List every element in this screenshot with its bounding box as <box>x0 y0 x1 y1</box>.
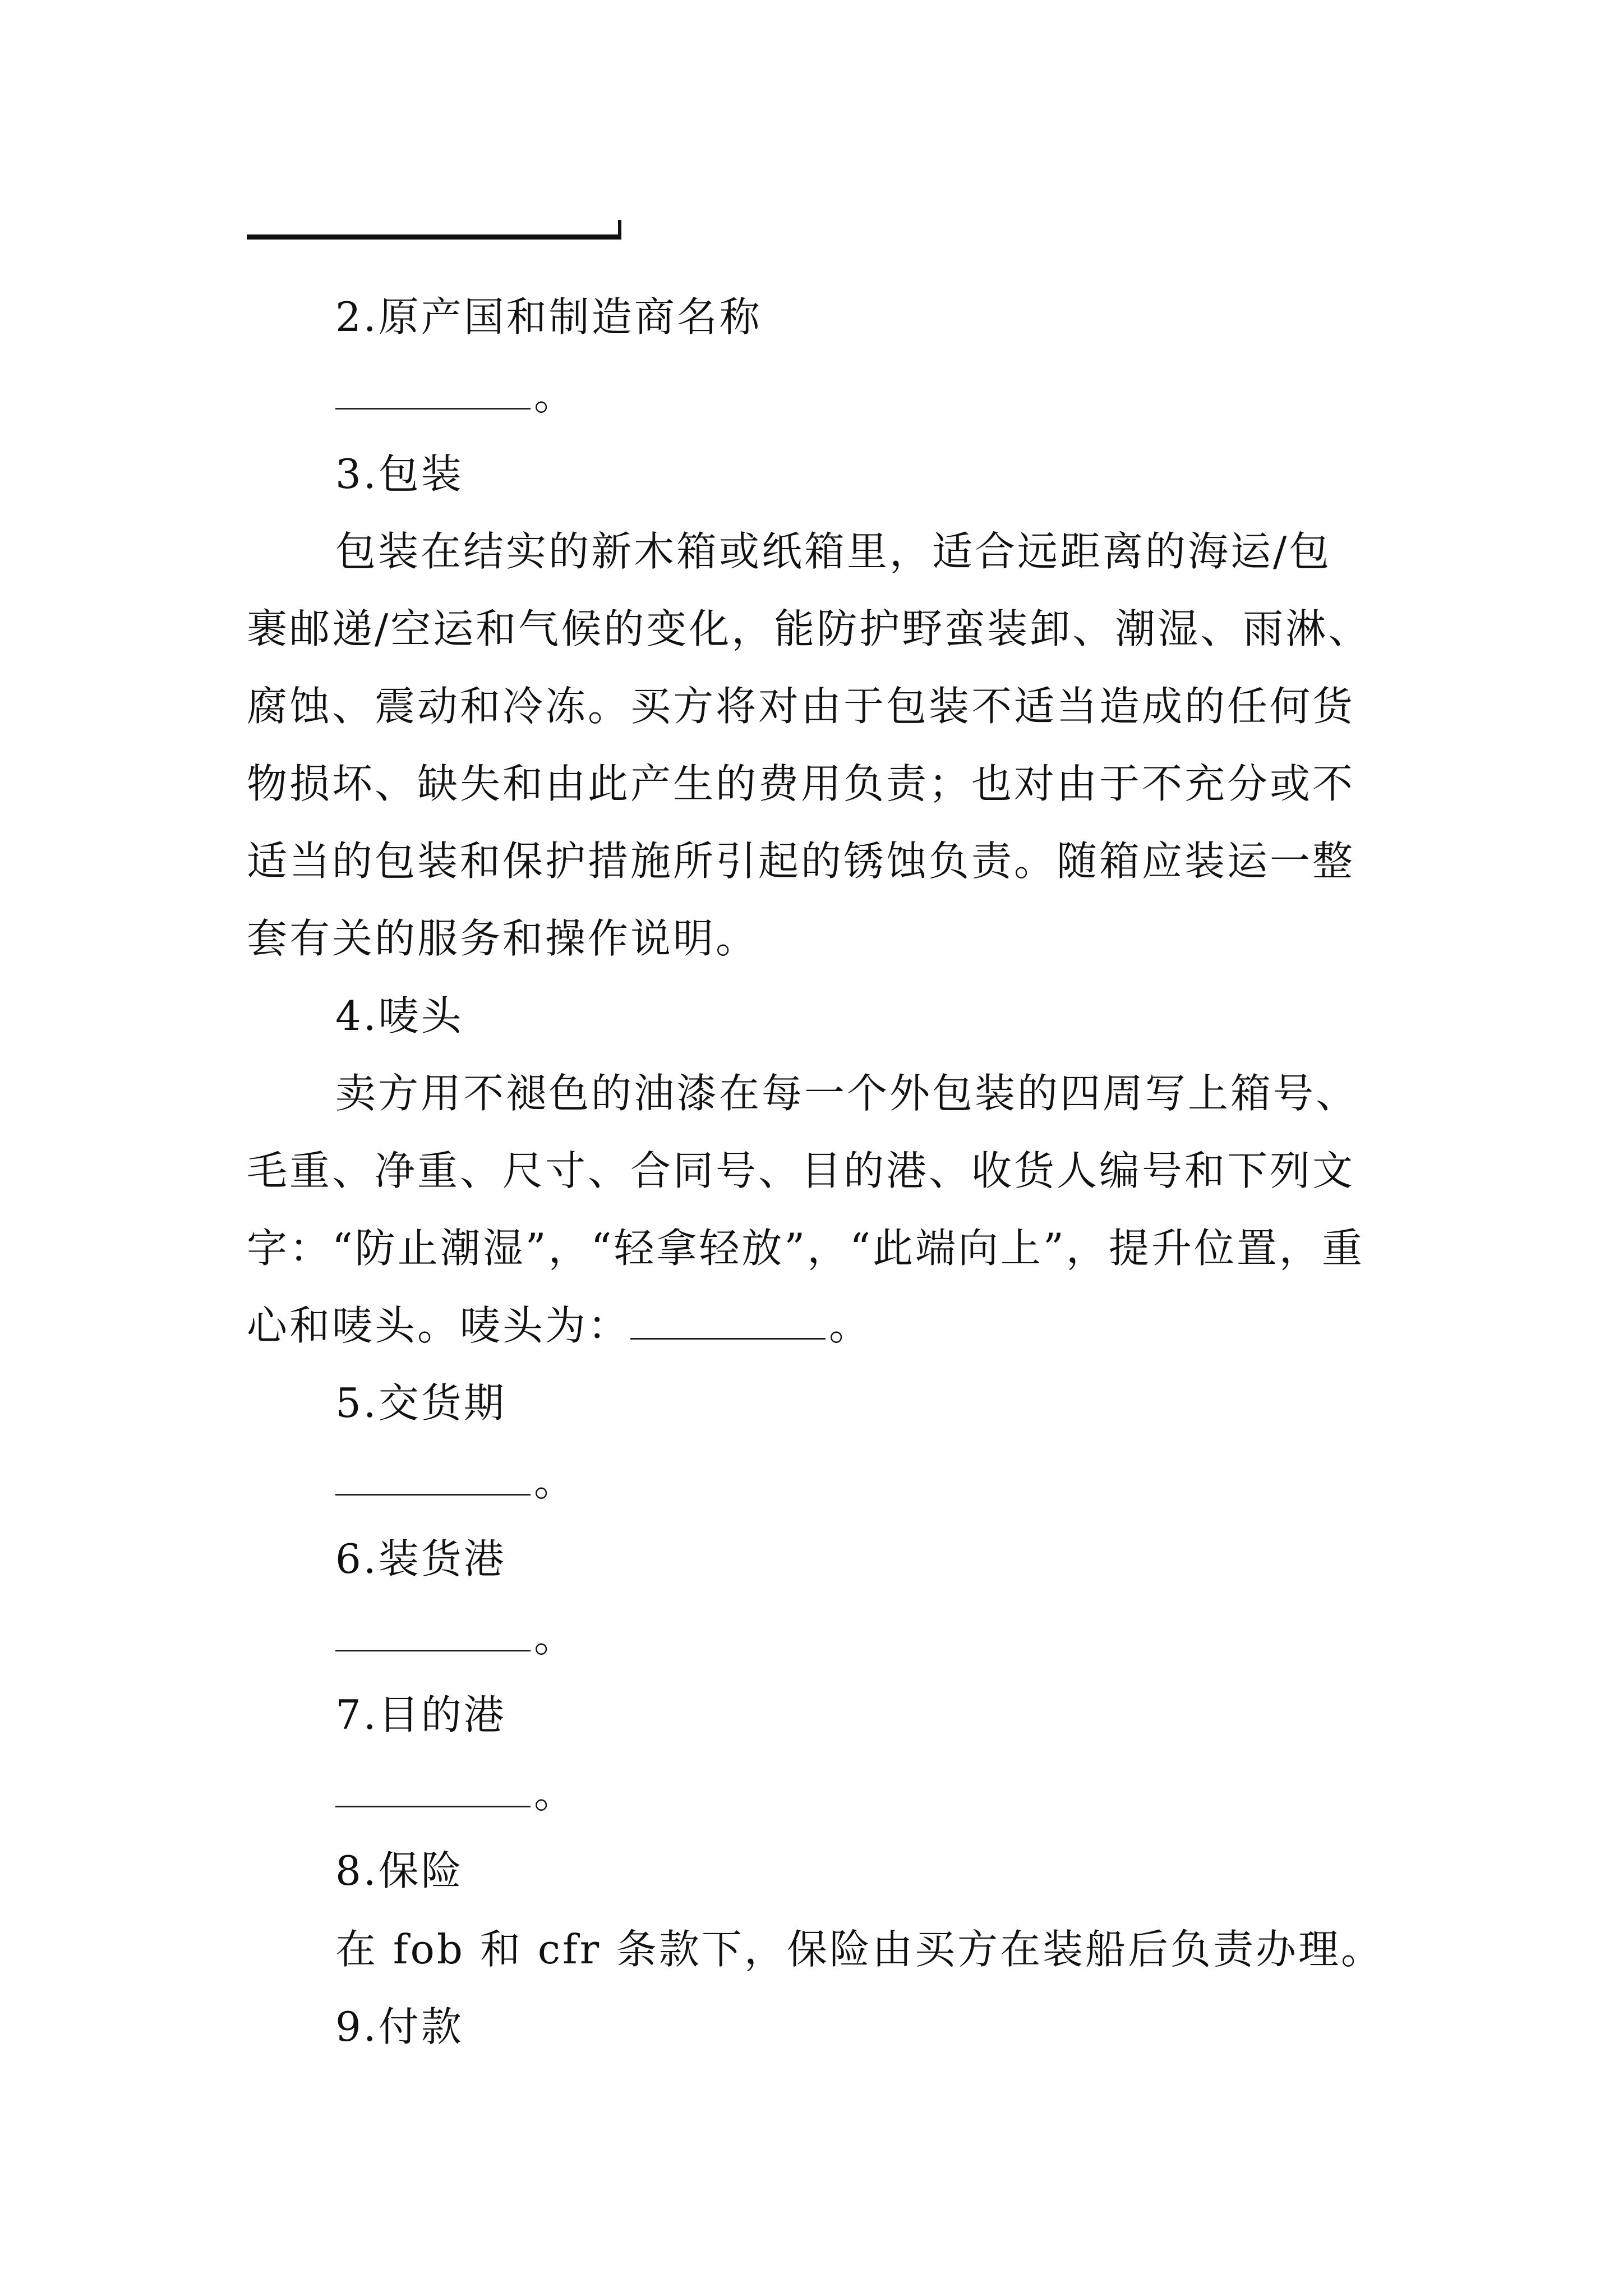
fill-blank-origin: 。 <box>335 370 577 421</box>
paragraph-line: 适当的包装和保护措施所引起的锈蚀负责。随箱应装运一整 <box>247 838 1355 885</box>
fill-blank-loading-port: 。 <box>335 1612 577 1663</box>
section-heading-payment: 9.付款 <box>335 2003 464 2050</box>
section-heading-loading-port: 6.装货港 <box>335 1535 506 1582</box>
paragraph-line: 卖方用不褪色的油漆在每一个外包装的四周写上箱号、 <box>335 1070 1359 1117</box>
blank-field-delivery[interactable] <box>335 1460 531 1496</box>
paragraph-line: 毛重、净重、尺寸、合同号、目的港、收货人编号和下列文 <box>247 1147 1355 1194</box>
blank-field-loading-port[interactable] <box>335 1616 531 1651</box>
paragraph-line: 在 fob 和 cfr 条款下，保险由买方在装船后负责办理。 <box>335 1926 1384 1973</box>
section-heading-packing: 3.包装 <box>335 450 464 498</box>
section-heading-insurance: 8.保险 <box>335 1847 464 1894</box>
paragraph-line-with-blank: 心和唛头。唛头为： 。 <box>247 1302 872 1349</box>
paragraph-line: 包装在结实的新木箱或纸箱里，适合远距离的海运/包 <box>335 528 1332 575</box>
paragraph-line: 物损坏、缺失和由此产生的费用负责；也对由于不充分或不 <box>247 760 1355 807</box>
underline-end-tick <box>618 220 621 240</box>
section-heading-origin: 2.原产国和制造商名称 <box>335 293 762 341</box>
signature-underline <box>247 234 621 240</box>
paragraph-line: 腐蚀、震动和冷冻。买方将对由于包装不适当造成的任何货 <box>247 683 1355 730</box>
blank-field-origin[interactable] <box>335 374 531 409</box>
blank-field-marks[interactable] <box>630 1304 826 1340</box>
section-heading-delivery: 5.交货期 <box>335 1379 506 1427</box>
paragraph-line: 字：“防止潮湿”，“轻拿轻放”，“此端向上”，提升位置，重 <box>247 1225 1364 1272</box>
paragraph-line: 裹邮递/空运和气候的变化，能防护野蛮装卸、潮湿、雨淋、 <box>247 605 1371 652</box>
fill-blank-delivery: 。 <box>335 1456 577 1507</box>
blank-field-destination[interactable] <box>335 1772 531 1807</box>
section-heading-marks: 4.唛头 <box>335 992 464 1039</box>
paragraph-line: 套有关的服务和操作说明。 <box>247 915 759 962</box>
section-heading-destination: 7.目的港 <box>335 1691 506 1738</box>
fill-blank-destination: 。 <box>335 1768 577 1819</box>
